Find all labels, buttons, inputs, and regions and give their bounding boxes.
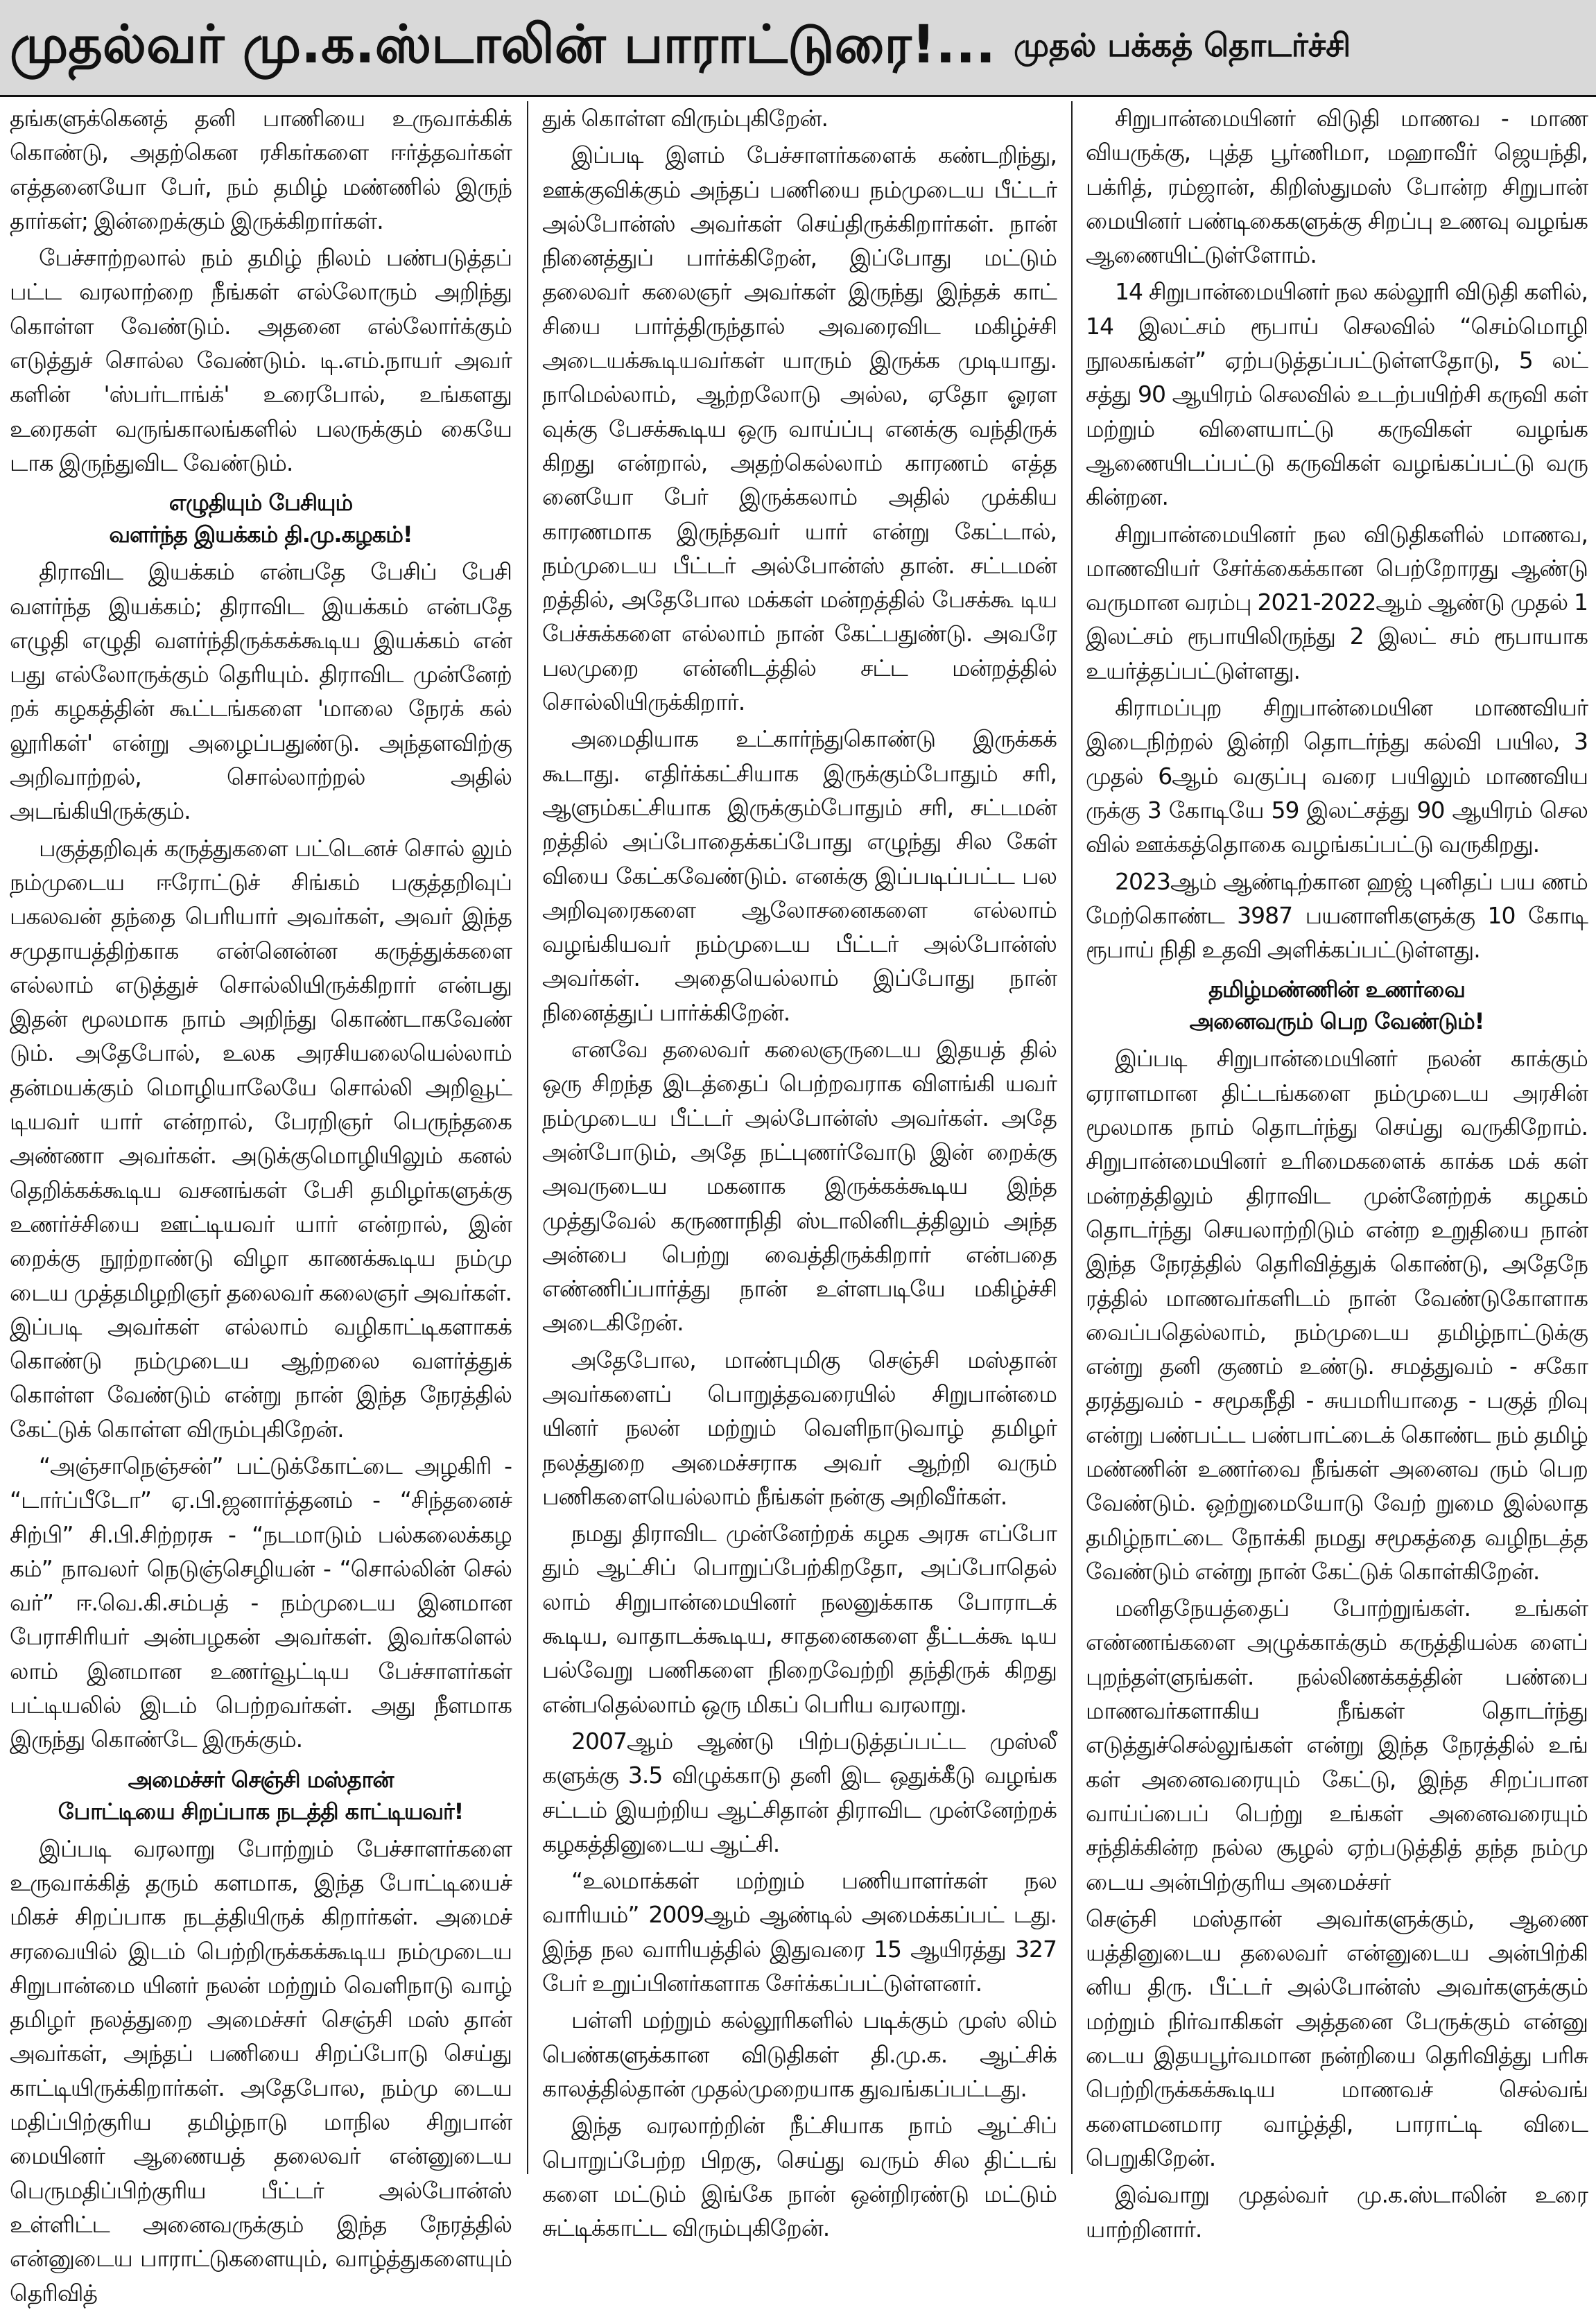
paragraph: இவ்வாறு முதல்வர் மு.க.ஸ்டாலின் உரை யாற்றினார்.	[1086, 2181, 1588, 2243]
paragraph: இப்படி சிறுபான்மையினர் நலன் காக்கும் ஏராளமான திட்டங்களை நம்முடைய அரசின் மூலமாக நாம் தொடர்ந்து செய்து வருகிறோம். சிறுபான்மையினர் உரிமைகளைக் காக்க மக் கள் மன்றத்திலும் திராவிட முன்னேற்றக் கழகம் தொடர்ந்து செயலாற்றிடும் என்ற உறுதியை நான் இந்த நேரத்தில் தெரிவித்துக் கொண்டு, அதேநே ரத்தில் மாணவர்களிடம் நான் வேண்டுகோளாக வைப்பதெல்லாம், நம்முடைய தமிழ்நாட்டுக்கு என்று தனி குணம் உண்டு. சமத்துவம் - சகோ தரத்துவம் - சமூகநீதி - சுயமரியாதை - பகுத் றிவு என்று பண்பட்ட பண்பாட்டைக் கொண்ட நம் தமிழ் மண்ணின் உணர்வை நீங்கள் அனைவ ரும் பெற வேண்டும். ஒற்றுமையோடு வேற் றுமை இல்லாத தமிழ்நாட்டை நோக்கி நமது சமூகத்தை வழிநடத்த வேண்டும் என்று நான் கேட்டுக் கொள்கிறேன்.	[1086, 1045, 1588, 1585]
paragraph: “உலமாக்கள் மற்றும் பணியாளர்கள் நல வாரியம்” 2009ஆம் ஆண்டில் அமைக்கப்பட் டது. இந்த நல வாரியத்தில் இதுவரை 15 ஆயிரத்து 327 பேர் உறுப்பினர்களாக சேர்க்கப்பட்டுள்ளனர்.	[542, 1867, 1057, 1997]
paragraph: செஞ்சி மஸ்தான் அவர்களுக்கும், ஆணை யத்தினுடைய தலைவர் என்னுடைய அன்பிற்கி னிய திரு. பீட்டர் அல்போன்ஸ் அவர்களுக்கும் மற்றும் நிர்வாகிகள் அத்தனை பேருக்கும் என்னு டைய இதயபூர்வமான நன்றியை தெரிவித்து பரிசு பெற்றிருக்கக்கூடிய மாணவச் செல்வங் களைமனமார வாழ்த்தி, பாராட்டி விடை பெறுகிறேன்.	[1086, 1904, 1588, 2171]
paragraph: துக் கொள்ள விரும்புகிறேன்.	[542, 105, 828, 132]
paragraph: எனவே தலைவர் கலைஞருடைய இதயத் தில் ஒரு சிறந்த இடத்தைப் பெற்றவராக விளங்கி யவர் நம்முடைய பீட்டர் அல்போன்ஸ் அவர்கள். அதே அன்போடும், அதே நட்புணர்வோடு இன் றைக்கு அவருடைய மகனாக இருக்கக்கூடிய இந்த முத்துவேல் கருணாநிதி ஸ்டாலினிடத்திலும் அந்த அன்பை பெற்று வைத்திருக்கிறார் என்பதை எண்ணிப்பார்த்து நான் உள்ளபடியே மகிழ்ச்சி அடைகிறேன்.	[542, 1036, 1057, 1337]
paragraph: 2007ஆம் ஆண்டு பிற்படுத்தப்பட்ட முஸ்லீ களுக்கு 3.5 விழுக்காடு தனி இட ஒதுக்கீடு வழங்க சட்டம் இயற்றிய ஆட்சிதான் திராவிட முன்னேற்றக் கழகத்தினுடைய ஆட்சி.	[542, 1727, 1057, 1857]
paragraph: தங்களுக்கெனத் தனி பாணியை உருவாக்கிக் கொண்டு, அதற்கென ரசிகர்களை ஈர்த்தவர்கள் எத்தனையோ பேர், நம் தமிழ் மண்ணில் இருந் தார்கள்; இன்றைக்கும் இருக்கிறார்கள்.	[10, 105, 512, 234]
paragraph: சிறுபான்மையினர் விடுதி மாணவ - மாண வியருக்கு, புத்த பூர்ணிமா, மஹாவீர் ஜெயந்தி, பக்ரித், ரம்ஜான், கிறிஸ்துமஸ் போன்ற சிறுபான் மையினர் பண்டிகைகளுக்கு சிறப்பு உணவு வழங்க ஆணையிட்டுள்ளோம்.	[1086, 105, 1588, 269]
column-1	[0, 97, 520, 2307]
paragraph: இப்படி வரலாறு போற்றும் பேச்சாளர்களை உருவாக்கித் தரும் களமாக, இந்த போட்டியைச் மிகச் சிறப்பாக நடத்தியிருக் கிறார்கள். அமைச் சரவையில் இடம் பெற்றிருக்கக்கூடிய நம்முடைய சிறுபான்மை யினர் நலன் மற்றும் வெளிநாடு வாழ் தமிழர் நலத்துறை அமைச்சர் செஞ்சி மஸ் தான் அவர்கள், அந்தப் பணியை சிறப்போடு செய்து காட்டியிருக்கிறார்கள். அதேபோல, நம்மு டைய மதிப்பிற்குரிய தமிழ்நாடு மாநில சிறுபான் மையினர் ஆணையத் தலைவர் என்னுடைய பெருமதிப்பிற்குரிய பீட்டர் அல்போன்ஸ் உள்ளிட்ட அனைவருக்கும் இந்த நேரத்தில் என்னுடைய பாராட்டுகளையும், வாழ்த்துகளையும் தெரிவித்	[10, 1834, 512, 2307]
paragraph: 14 சிறுபான்மையினர் நல கல்லூரி விடுதி களில், 14 இலட்சம் ரூபாய் செலவில் “செம்மொழி நூலகங்கள்” ஏற்படுத்தப்பட்டுள்ளதோடு, 5 லட் சத்து 90 ஆயிரம் செலவில் உடற்பயிற்சி கருவி கள் மற்றும் விளையாட்டு கருவிகள் வழங்க ஆணையிடப்பட்டு கருவிகள் வழங்கப்பட்டு வரு கின்றன.	[1086, 278, 1588, 511]
paragraph: கிராமப்புற சிறுபான்மையின மாணவியர் இடைநிற்றல் இன்றி தொடர்ந்து கல்வி பயில, 3 முதல் 6ஆம் வகுப்பு வரை பயிலும் மாணவிய ருக்கு 3 கோடியே 59 இலட்சத்து 90 ஆயிரம் செல வில் ஊக்கத்தொகை வழங்கப்பட்டு வருகிறது.	[1086, 694, 1588, 858]
paragraph: “அஞ்சாநெஞ்சன்” பட்டுக்கோட்டை அழகிரி - “டார்ப்பீடோ” ஏ.பி.ஜனார்த்தனம் - “சிந்தனைச் சிற்பி” சி.பி.சிற்றரசு - “நடமாடும் பல்கலைக்கழ கம்” நாவலர் நெடுஞ்செழியன் - “சொல்லின் செல் வர்” ஈ.வெ.கி.சம்பத் - நம்முடைய இனமான பேராசிரியர் அன்பழகன் அவர்கள். இவர்களெல் லாம் இனமான உணர்வூட்டிய பேச்சாளர்கள் பட்டியலில் இடம் பெற்றவர்கள். அது நீளமாக இருந்து கொண்டே இருக்கும்.	[10, 1452, 512, 1753]
paragraph: அதேபோல, மாண்புமிகு செஞ்சி மஸ்தான் அவர்களைப் பொறுத்தவரையில் சிறுபான்மை யினர் நலன் மற்றும் வெளிநாடுவாழ் தமிழர் நலத்துறை அமைச்சராக அவர் ஆற்றி வரும் பணிகளையெல்லாம் நீங்கள் நன்கு அறிவீர்கள்.	[542, 1346, 1057, 1510]
paragraph: இப்படி இளம் பேச்சாளர்களைக் கண்டறிந்து, ஊக்குவிக்கும் அந்தப் பணியை நம்முடைய பீட்டர் அல்போன்ஸ் அவர்கள் செய்திருக்கிறார்கள். நான் நினைத்துப் பார்க்கிறேன், இப்போது மட்டும் தலைவர் கலைஞர் அவர்கள் இருந்து இந்தக் காட் சியை பார்த்திருந்தால் அவரைவிட மகிழ்ச்சி அடையக்கூடியவர்கள் யாரும் இருக்க முடியாது. நாமெல்லாம், ஆற்றலோடு அல்ல, ஏதோ ஓரள வுக்கு பேசக்கூடிய ஒரு வாய்ப்பு எனக்கு வந்திருக் கிறது என்றால், அதற்கெல்லாம் காரணம் எத்த னையோ பேர் இருக்கலாம் அதில் முக்கிய காரணமாக இருந்தவர் யார் என்று கேட்டால், நம்முடைய பீட்டர் அல்போன்ஸ் தான். சட்டமன் றத்தில், அதேபோல மக்கள் மன்றத்தில் பேசக்கூ டிய பேச்சுக்களை எல்லாம் நான் கேட்பதுண்டு. அவரே பலமுறை என்னிடத்தில் சட்ட மன்றத்தில் சொல்லியிருக்கிறார்.	[542, 141, 1057, 716]
paragraph: நமது திராவிட முன்னேற்றக் கழக அரசு எப்போ தும் ஆட்சிப் பொறுப்பேற்கிறதோ, அப்போதெல் லாம் சிறுபான்மையினர் நலனுக்காக போராடக் கூடிய, வாதாடக்கூடிய, சாதனைகளை தீட்டக்கூ டிய பல்வேறு பணிகளை நிறைவேற்றி தந்திருக் கிறது என்பதெல்லாம் ஒரு மிகப் பெரிய வரலாறு.	[542, 1520, 1057, 1718]
headline-title: முதல்வர் மு.க.ஸ்டாலின் பாராட்டுரை!...	[10, 12, 996, 75]
section-subheading	[10, 487, 512, 550]
paragraph: சிறுபான்மையினர் நல விடுதிகளில் மாணவ, மாணவியர் சேர்க்கைக்கான பெற்றோரது ஆண்டு வருமான வரம்பு 2021-2022ஆம் ஆண்டு முதல் 1 இலட்சம் ரூபாயிலிருந்து 2 இலட் சம் ரூபாயாக உயர்த்தப்பட்டுள்ளது.	[1086, 520, 1588, 684]
section-subheading	[10, 1764, 512, 1827]
paragraph: திராவிட இயக்கம் என்பதே பேசிப் பேசி வளர்ந்த இயக்கம்; திராவிட இயக்கம் என்பதே எழுதி எழுதி வளர்ந்திருக்கக்கூடிய இயக்கம் என் பது எல்லோருக்கும் தெரியும். திராவிட முன்னேற் றக் கழகத்தின் கூட்டங்களை 'மாலை நேரக் கல் லூரிகள்' என்று அழைப்பதுண்டு. அந்தளவிற்கு அறிவாற்றல், சொல்லாற்றல் அதில் அடங்கியிருக்கும்.	[10, 558, 512, 825]
column-3	[1076, 97, 1596, 2243]
column-divider	[1071, 101, 1073, 2174]
subheading-line: அமைச்சர் செஞ்சி மஸ்தான்	[128, 1766, 394, 1793]
headline-banner	[0, 0, 1596, 97]
subheading-line: போட்டியை சிறப்பாக நடத்தி காட்டியவர்!	[58, 1798, 464, 1825]
section-subheading	[1086, 973, 1588, 1037]
paragraph: அமைதியாக உட்கார்ந்துகொண்டு இருக்கக் கூடாது. எதிர்க்கட்சியாக இருக்கும்போதும் சரி, ஆளும்கட்சியாக இருக்கும்போதும் சரி, சட்டமன் றத்தில் அப்போதைக்கப்போது எழுந்து சில கேள் வியை கேட்கவேண்டும். எனக்கு இப்படிப்பட்ட பல அறிவுரைகளை ஆலோசனைகளை எல்லாம் வழங்கியவர் நம்முடைய பீட்டர் அல்போன்ஸ் அவர்கள். அதையெல்லாம் இப்போது நான் நினைத்துப் பார்க்கிறேன்.	[542, 725, 1057, 1026]
paragraph: 2023ஆம் ஆண்டிற்கான ஹஜ் புனிதப் பய ணம் மேற்கொண்ட 3987 பயனாளிகளுக்கு 10 கோடி ரூபாய் நிதி உதவி அளிக்கப்பட்டுள்ளது.	[1086, 867, 1588, 964]
paragraph: பகுத்தறிவுக் கருத்துகளை பட்டெனச் சொல் லும் நம்முடைய ஈரோட்டுச் சிங்கம் பகுத்தறிவுப் பகலவன் தந்தை பெரியார் அவர்கள், அவர் இந்த சமுதாயத்திற்காக என்னென்ன கருத்துக்களை எல்லாம் எடுத்துச் சொல்லியிருக்கிறார் என்பது இதன் மூலமாக நாம் அறிந்து கொண்டாகவேண் டும். அதேபோல், உலக அரசியலையெல்லாம் தன்மயக்கும் மொழியாலேயே சொல்லி அறிவூட் டியவர் யார் என்றால், பேரறிஞர் பெருந்தகை அண்ணா அவர்கள். அடுக்குமொழியிலும் கனல் தெறிக்கக்கூடிய வசனங்கள் பேசி தமிழர்களுக்கு உணர்ச்சியை ஊட்டியவர் யார் என்றால், இன் றைக்கு நூற்றாண்டு விழா காணக்கூடிய நம்மு டைய முத்தமிழறிஞர் தலைவர் கலைஞர் அவர்கள். இப்படி அவர்கள் எல்லாம் வழிகாட்டிகளாகக் கொண்டு நம்முடைய ஆற்றலை வளர்த்துக் கொள்ள வேண்டும் என்று நான் இந்த நேரத்தில் கேட்டுக் கொள்ள விரும்புகிறேன்.	[10, 834, 512, 1443]
subheading-line: தமிழ்மண்ணின் உணர்வை	[1208, 976, 1465, 1003]
article-columns	[0, 97, 1596, 2307]
paragraph: பள்ளி மற்றும் கல்லூரிகளில் படிக்கும் முஸ் லிம் பெண்களுக்கான விடுதிகள் தி.மு.க. ஆட்சிக் காலத்தில்தான் முதல்முறையாக துவங்கப்பட்டது.	[542, 2006, 1057, 2102]
column-2	[532, 97, 1065, 2242]
subheading-line: எழுதியும் பேசியும்	[168, 489, 353, 516]
column-divider	[527, 101, 528, 2174]
subheading-line: வளர்ந்த இயக்கம் தி.மு.கழகம்!	[109, 521, 413, 548]
paragraph: பேச்சாற்றலால் நம் தமிழ் நிலம் பண்படுத்தப் பட்ட வரலாற்றை நீங்கள் எல்லோரும் அறிந்து கொள்ள வேண்டும். அதனை எல்லோர்க்கும் எடுத்துச் சொல்ல வேண்டும். டி.எம்.நாயர் அவர் களின் 'ஸ்பர்டாங்க்' உரைபோல், உங்களது உரைகள் வருங்காலங்களில் பலருக்கும் கையே டாக இருந்துவிட வேண்டும்.	[10, 244, 512, 476]
paragraph: இந்த வரலாற்றின் நீட்சியாக நாம் ஆட்சிப் பொறுப்பேற்ற பிறகு, செய்து வரும் சில திட்டங் களை மட்டும் இங்கே நான் ஒன்றிரண்டு மட்டும் சுட்டிக்காட்ட விரும்புகிறேன்.	[542, 2112, 1057, 2242]
continuation-label: முதல் பக்கத் தொடர்ச்சி	[1014, 26, 1351, 64]
paragraph: மனிதநேயத்தைப் போற்றுங்கள். உங்கள் எண்ணங்களை அழுக்காக்கும் கருத்தியல்க ளைப் புறந்தள்ளுங்கள். நல்லிணக்கத்தின் பண்பை மாணவர்களாகிய நீங்கள் தொடர்ந்து எடுத்துச்செல்லுங்கள் என்று இந்த நேரத்தில் உங் கள் அனைவரையும் கேட்டு, இந்த சிறப்பான வாய்ப்பைப் பெற்று உங்கள் அனைவரையும் சந்திக்கின்ற நல்ல சூழல் ஏற்படுத்தித் தந்த நம்மு டைய அன்பிற்குரிய அமைச்சர்	[1086, 1595, 1588, 1895]
subheading-line: அனைவரும் பெற வேண்டும்!	[1189, 1008, 1484, 1035]
